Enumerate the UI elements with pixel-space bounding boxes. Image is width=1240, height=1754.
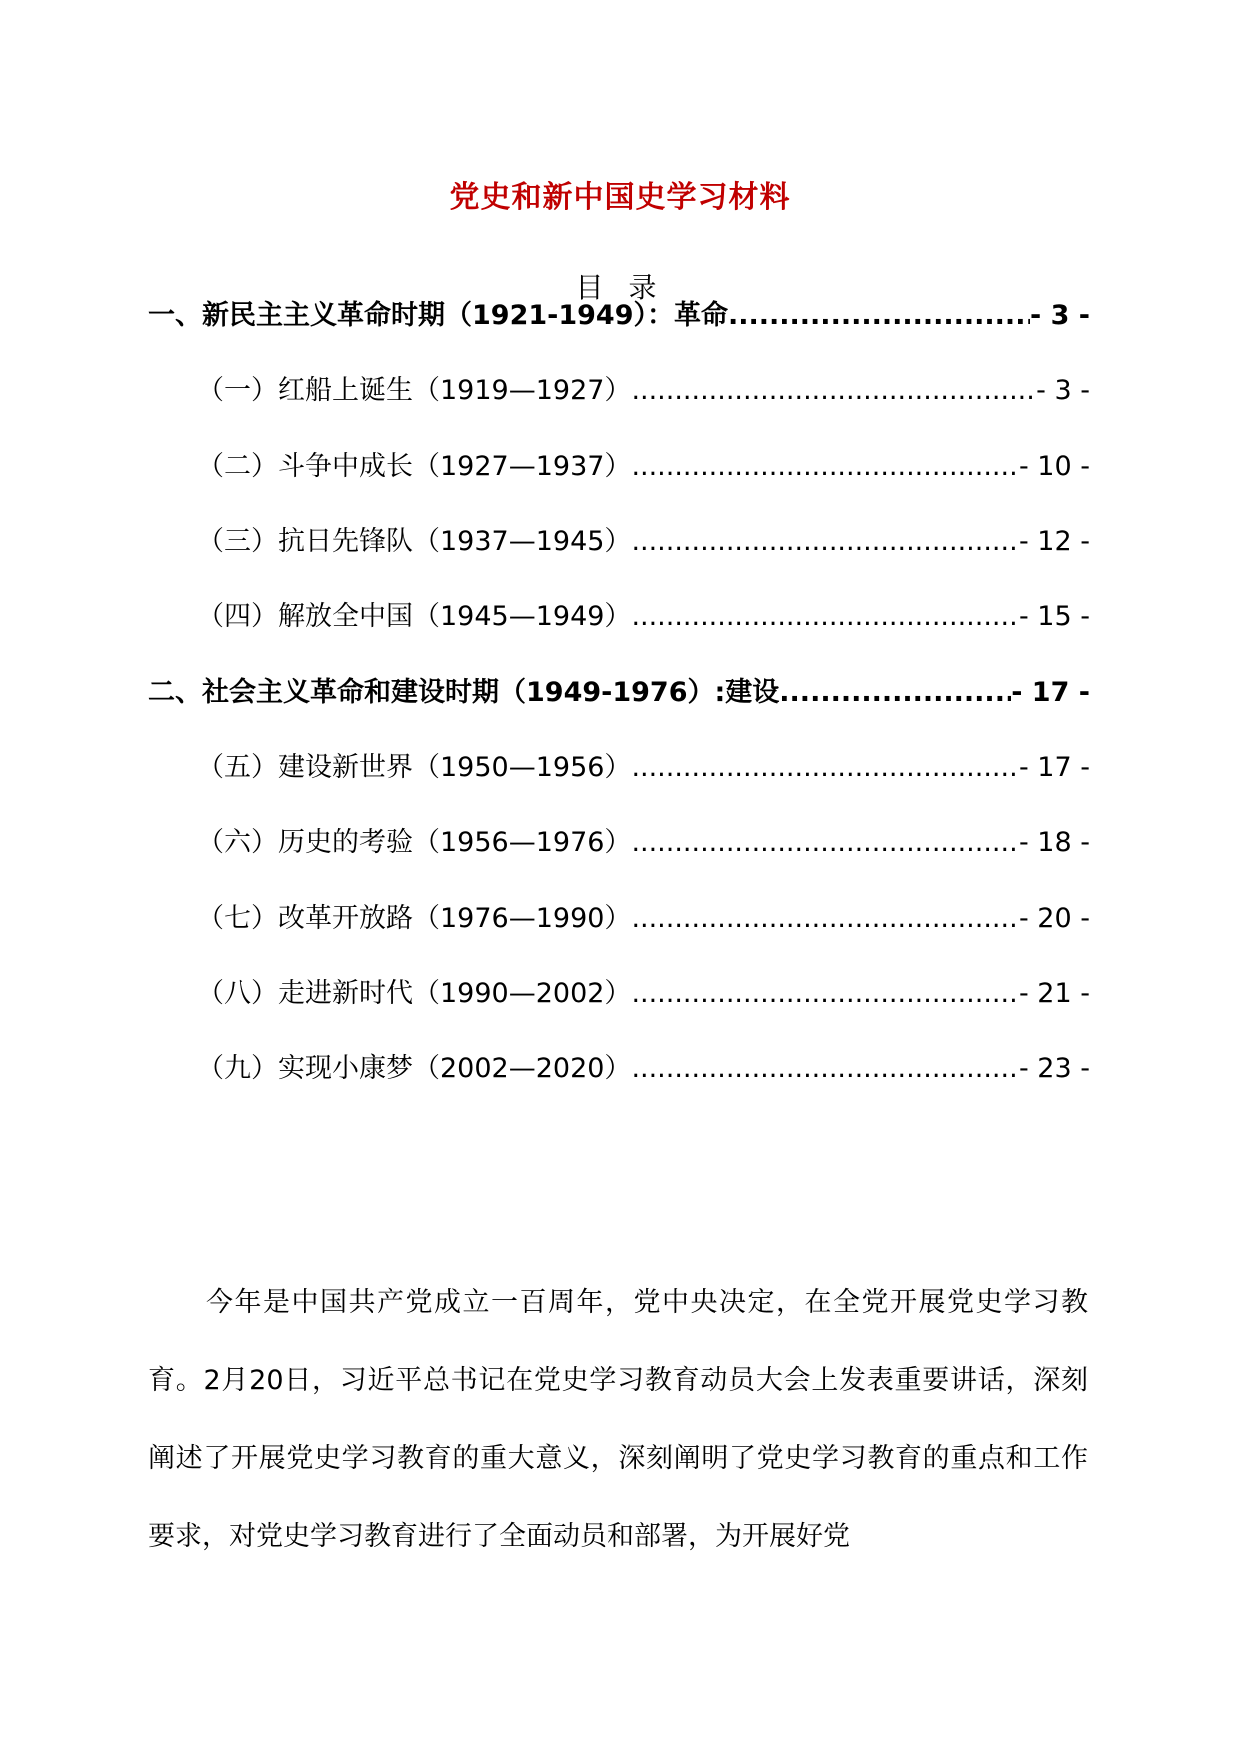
toc-entry-label: （九）实现小康梦（2002—2020）: [197, 1053, 632, 1084]
toc-page-number: - 21 -: [1018, 978, 1090, 1009]
toc-section-entry[interactable]: [197, 974, 1090, 1014]
toc-entry-label: 二、社会主义革命和建设时期（1949-1976）:建设: [148, 677, 780, 708]
toc-dot-leader: [631, 522, 1019, 562]
toc-dot-leader: [631, 1049, 1019, 1089]
toc-entry-label: （五）建设新世界（1950—1956）: [197, 752, 632, 783]
toc-entry-label: （四）解放全中国（1945—1949）: [197, 601, 632, 632]
toc-dot-leader: [631, 748, 1019, 788]
toc-page-number: - 3 -: [1036, 375, 1090, 406]
toc-page-number: - 20 -: [1018, 903, 1090, 934]
toc-entry-label: 一、新民主主义革命时期（1921-1949）：革命: [148, 300, 728, 331]
toc-section-entry[interactable]: [197, 748, 1090, 788]
toc-dot-leader: [728, 296, 1030, 336]
toc-dot-leader: [631, 974, 1019, 1014]
toc-page-number: - 17 -: [1011, 677, 1090, 708]
toc-section-entry[interactable]: [197, 371, 1090, 411]
toc-page-number: - 12 -: [1018, 526, 1090, 557]
toc-entry-label: （七）改革开放路（1976—1990）: [197, 903, 632, 934]
toc-heading: 目 录: [575, 271, 665, 304]
toc-page-number: - 23 -: [1018, 1053, 1090, 1084]
toc-section-entry[interactable]: [197, 522, 1090, 562]
toc-entry-label: （三）抗日先锋队（1937—1945）: [197, 526, 632, 557]
toc-page-number: - 3 -: [1030, 300, 1090, 331]
toc-dot-leader: [631, 823, 1019, 863]
toc-dot-leader: [631, 447, 1019, 487]
body-paragraph: 今年是中国共产党成立一百周年，党中央决定，在全党开展党史学习教育。2月20日，习近平总书记在党史学习教育动员大会上发表重要讲话，深刻阐述了开展党史学习教育的重大意义，深刻阐明了党史学习教育的重点和工作要求，对党史学习教育进行了全面动员和部署，为开展好党: [148, 1287, 1088, 1552]
toc-section-entry[interactable]: [197, 899, 1090, 939]
toc-page-number: - 15 -: [1018, 601, 1090, 632]
toc-dot-leader: [631, 371, 1036, 411]
toc-section-entry[interactable]: [197, 1049, 1090, 1089]
toc-section-entry[interactable]: [197, 597, 1090, 637]
body-text: [148, 1264, 1088, 1576]
toc-chapter-entry[interactable]: [148, 296, 1090, 336]
toc-entry-label: （二）斗争中成长（1927—1937）: [197, 451, 632, 482]
toc-entry-label: （八）走进新时代（1990—2002）: [197, 978, 632, 1009]
toc-page-number: - 17 -: [1018, 752, 1090, 783]
toc-dot-leader: [631, 597, 1019, 637]
toc-page-number: - 10 -: [1018, 451, 1090, 482]
toc-page-number: - 18 -: [1018, 827, 1090, 858]
document-title: 党史和新中国史学习材料: [449, 180, 791, 215]
toc-section-entry[interactable]: [197, 823, 1090, 863]
toc-chapter-entry[interactable]: [148, 673, 1090, 713]
toc-dot-leader: [631, 899, 1019, 939]
toc-section-entry[interactable]: [197, 447, 1090, 487]
toc-dot-leader: [779, 673, 1011, 713]
toc-entry-label: （一）红船上诞生（1919—1927）: [197, 375, 632, 406]
toc-entry-label: （六）历史的考验（1956—1976）: [197, 827, 632, 858]
